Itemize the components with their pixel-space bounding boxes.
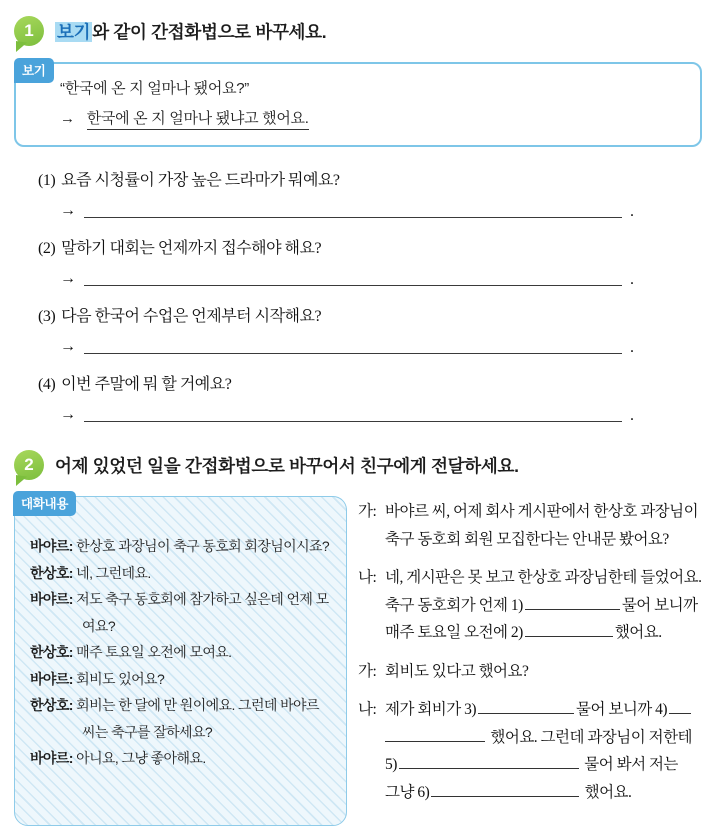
question-number: (1) (38, 172, 56, 189)
dialog-line (30, 745, 334, 772)
arrow-icon: → (60, 338, 76, 355)
question-item-3 (14, 303, 702, 354)
dialog-content-box (14, 496, 347, 826)
speaker-name: 한상호: (30, 644, 73, 660)
section-1-number-badge (14, 16, 44, 46)
example-box (14, 62, 702, 147)
answer-blank-line (84, 202, 622, 218)
answer-blank-2 (525, 623, 613, 637)
speaker-name: 바야르: (30, 591, 73, 607)
answer-row (60, 202, 634, 218)
section-2-number-badge (14, 450, 44, 480)
paragraph-body: 제가 회비가 3) 물어 보니까 4) 했어요. 그런데 과장님이 저한테 5) 물어 봐서 저는 그냥 6) 했어요. (385, 701, 693, 801)
question-item-4 (14, 371, 702, 422)
question-text: (3) 다음 한국어 수업은 언제부터 시작해요? (38, 308, 322, 325)
dialog-line (30, 666, 334, 693)
answer-row (60, 406, 634, 422)
dialog-line (30, 639, 334, 666)
retelling-paragraph-4 (358, 696, 702, 806)
speaker-b-label: 나: (358, 569, 377, 586)
speaker-a-label: 가: (358, 503, 377, 520)
retelling-column (358, 496, 702, 817)
example-answer-period: . (304, 110, 309, 127)
arrow-icon: → (60, 406, 76, 423)
answer-blank-3 (478, 700, 574, 714)
section-2-title: 어제 있었던 일을 간접화법으로 바꾸어서 친구에게 전달하세요. (55, 455, 519, 476)
answer-blank-1 (525, 596, 620, 610)
section-1 (14, 16, 702, 422)
paragraph-body: 바야르 씨, 어제 회사 게시판에서 한상호 과장님이 축구 동호회 회원 모집한다는 안내문 봤어요? (385, 503, 699, 548)
retelling-paragraph-1 (358, 498, 702, 553)
question-number: (2) (38, 240, 56, 257)
speaker-name: 바야르: (30, 670, 73, 687)
section-2-header (14, 450, 702, 480)
section-2 (14, 450, 702, 826)
paragraph-body: 네, 게시판은 못 보고 한상호 과장님한테 들었어요. 축구 동호회가 언제 1) 물어 보니까 매주 토요일 오전에 2) 했어요. (385, 569, 702, 641)
answer-period: . (630, 339, 634, 356)
dialog-line (30, 560, 334, 587)
question-list (14, 167, 702, 422)
dialog-text: 회비도 있어요? (76, 670, 165, 687)
question-number: (4) (38, 376, 56, 393)
dialog-text: 회비는 한 달에 만 원이에요. 그런데 바야르 씨는 축구를 잘하세요? (76, 697, 319, 740)
answer-blank-6 (431, 783, 579, 797)
answer-blank-line (84, 338, 622, 354)
question-item-1 (14, 167, 702, 218)
question-text: (4) 이번 주말에 뭐 할 거예요? (38, 376, 232, 393)
dialog-text: 네, 그런데요. (76, 564, 151, 581)
section-1-title (55, 19, 326, 44)
dialog-line (30, 692, 334, 745)
section-2-number: 2 (24, 455, 34, 474)
answer-period: . (630, 407, 634, 424)
answer-period: . (630, 271, 634, 288)
section-1-header (14, 16, 702, 46)
example-box-tab: 보기 (14, 58, 54, 83)
question-item-2 (14, 235, 702, 286)
answer-blank-4-continued (385, 728, 485, 742)
answer-blank-line (84, 406, 622, 422)
retelling-paragraph-2 (358, 564, 702, 647)
answer-row (60, 338, 634, 354)
arrow-icon: → (60, 270, 76, 287)
speaker-name: 한상호: (30, 697, 73, 713)
answer-blank-line (84, 270, 622, 286)
example-quote: “한국에 온 지 얼마나 됐어요?” (60, 80, 249, 97)
answer-period: . (630, 203, 634, 220)
section-1-number: 1 (24, 21, 34, 40)
dialog-box-tab: 대화내용 (13, 491, 76, 516)
question-text: (2) 말하기 대회는 언제까지 접수해야 해요? (38, 240, 322, 257)
dialog-line (30, 586, 334, 639)
answer-blank-4 (669, 700, 691, 714)
arrow-icon: → (60, 202, 76, 219)
dialog-line (30, 533, 334, 560)
speaker-name: 바야르: (30, 750, 73, 766)
dialog-text: 저도 축구 동호회에 참가하고 싶은데 언제 모여요? (76, 591, 329, 634)
section-1-title-highlight: 보기 (57, 21, 91, 42)
dialog-text: 매주 토요일 오전에 모여요. (76, 644, 232, 660)
speaker-name: 바야르: (30, 538, 73, 554)
question-number: (3) (38, 308, 56, 325)
retelling-paragraph-3 (358, 658, 702, 686)
speaker-b-label: 나: (358, 701, 377, 718)
arrow-icon: → (60, 110, 75, 127)
speaker-name: 한상호: (30, 564, 73, 581)
speaker-a-label: 가: (358, 662, 377, 680)
dialog-text: 한상호 과장님이 축구 동호회 회장님이시죠? (76, 538, 330, 554)
example-answer: 한국에 온 지 얼마나 됐냐고 했어요. (87, 107, 309, 130)
answer-blank-5 (399, 755, 579, 769)
section-2-columns (14, 496, 702, 826)
question-text: (1) 요즘 시청률이 가장 높은 드라마가 뭐예요? (38, 172, 340, 189)
section-1-title-rest: 와 같이 간접화법으로 바꾸세요. (92, 21, 327, 42)
example-answer-row (60, 107, 684, 130)
dialog-text: 아니요, 그냥 좋아해요. (76, 750, 206, 766)
answer-row (60, 270, 634, 286)
paragraph-body: 회비도 있다고 했어요? (385, 662, 529, 680)
